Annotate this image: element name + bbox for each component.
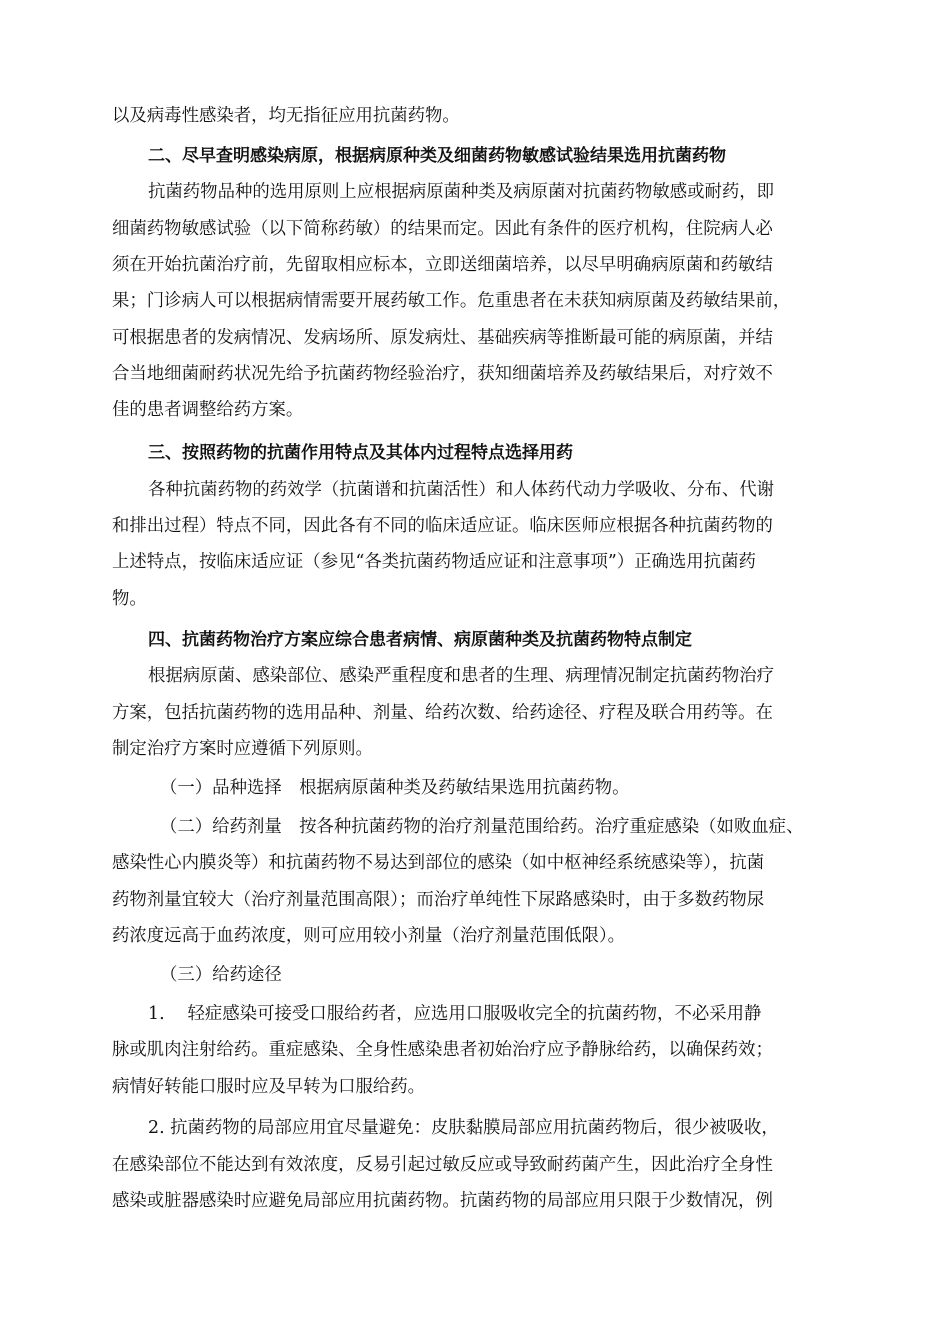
paragraph-line: 以及病毒性感染者，均无指征应用抗菌药物。 bbox=[112, 106, 460, 126]
paragraph-line: 各种抗菌药物的药效学（抗菌谱和抗菌活性）和人体药代动力学吸收、分布、代谢 bbox=[148, 480, 775, 500]
paragraph-line: 药物剂量宜较大（治疗剂量范围高限）；而治疗单纯性下尿路感染时，由于多数药物尿 bbox=[112, 890, 765, 910]
subsection-item-2: （二）给药剂量 按各种抗菌药物的治疗剂量范围给药。治疗重症感染（如败血症、 bbox=[160, 817, 804, 837]
paragraph-line: 在感染部位不能达到有效浓度，反易引起过敏反应或导致耐药菌产生，因此治疗全身性 bbox=[112, 1155, 773, 1175]
paragraph-line: 脉或肌肉注射给药。重症感染、全身性感染患者初始治疗应予静脉给药，以确保药效； bbox=[112, 1040, 773, 1060]
subsection-item-3: （三）给药途径 bbox=[160, 965, 282, 985]
paragraph-line: 果；门诊病人可以根据病情需要开展药敏工作。危重患者在未获知病原菌及药敏结果前， bbox=[112, 291, 791, 311]
paragraph-line: 和排出过程）特点不同，因此各有不同的临床适应证。临床医师应根据各种抗菌药物的 bbox=[112, 516, 773, 536]
paragraph-line: 药浓度远高于血药浓度，则可应用较小剂量（治疗剂量范围低限）。 bbox=[112, 926, 626, 946]
paragraph-line: 感染或脏器感染时应避免局部应用抗菌药物。抗菌药物的局部应用只限于少数情况，例 bbox=[112, 1191, 773, 1211]
subsection-item-1: （一）品种选择 根据病原菌种类及药敏结果选用抗菌药物。 bbox=[160, 778, 630, 798]
paragraph-line: 可根据患者的发病情况、发病场所、原发病灶、基础疾病等推断最可能的病原菌，并结 bbox=[112, 328, 773, 348]
paragraph-line: 感染性心内膜炎等）和抗菌药物不易达到部位的感染（如中枢神经系统感染等），抗菌 bbox=[112, 853, 765, 873]
paragraph-line: 合当地细菌耐药状况先给予抗菌药物经验治疗，获知细菌培养及药敏结果后，对疗效不 bbox=[112, 364, 773, 384]
paragraph-line: 上述特点，按临床适应证（参见“各类抗菌药物适应证和注意事项”）正确选用抗菌药 bbox=[112, 552, 756, 572]
paragraph-line: 佳的患者调整给药方案。 bbox=[112, 400, 304, 420]
paragraph-line: 病情好转能口服时应及早转为口服给药。 bbox=[112, 1077, 426, 1097]
numbered-item-1: 1. 轻症感染可接受口服给药者，应选用口服吸收完全的抗菌药物，不必采用静 bbox=[148, 1004, 762, 1024]
paragraph-line: 制定治疗方案时应遵循下列原则。 bbox=[112, 739, 373, 759]
paragraph-line: 抗菌药物品种的选用原则上应根据病原菌种类及病原菌对抗菌药物敏感或耐药，即 bbox=[148, 182, 775, 202]
paragraph-line: 方案，包括抗菌药物的选用品种、剂量、给药次数、给药途径、疗程及联合用药等。在 bbox=[112, 703, 773, 723]
numbered-item-2: 2. 抗菌药物的局部应用宜尽量避免：皮肤黏膜局部应用抗菌药物后，很少被吸收， bbox=[148, 1118, 779, 1138]
paragraph-line: 须在开始抗菌治疗前，先留取相应标本，立即送细菌培养，以尽早明确病原菌和药敏结 bbox=[112, 255, 773, 275]
paragraph-line: 细菌药物敏感试验（以下简称药敏）的结果而定。因此有条件的医疗机构，住院病人必 bbox=[112, 219, 773, 239]
paragraph-line: 根据病原菌、感染部位、感染严重程度和患者的生理、病理情况制定抗菌药物治疗 bbox=[148, 666, 775, 686]
section-heading-2: 二、尽早查明感染病原，根据病原种类及细菌药物敏感试验结果选用抗菌药物 bbox=[148, 146, 726, 166]
section-heading-4: 四、抗菌药物治疗方案应综合患者病情、病原菌种类及抗菌药物特点制定 bbox=[148, 630, 692, 650]
section-heading-3: 三、按照药物的抗菌作用特点及其体内过程特点选择用药 bbox=[148, 443, 573, 463]
paragraph-line: 物。 bbox=[112, 589, 147, 609]
